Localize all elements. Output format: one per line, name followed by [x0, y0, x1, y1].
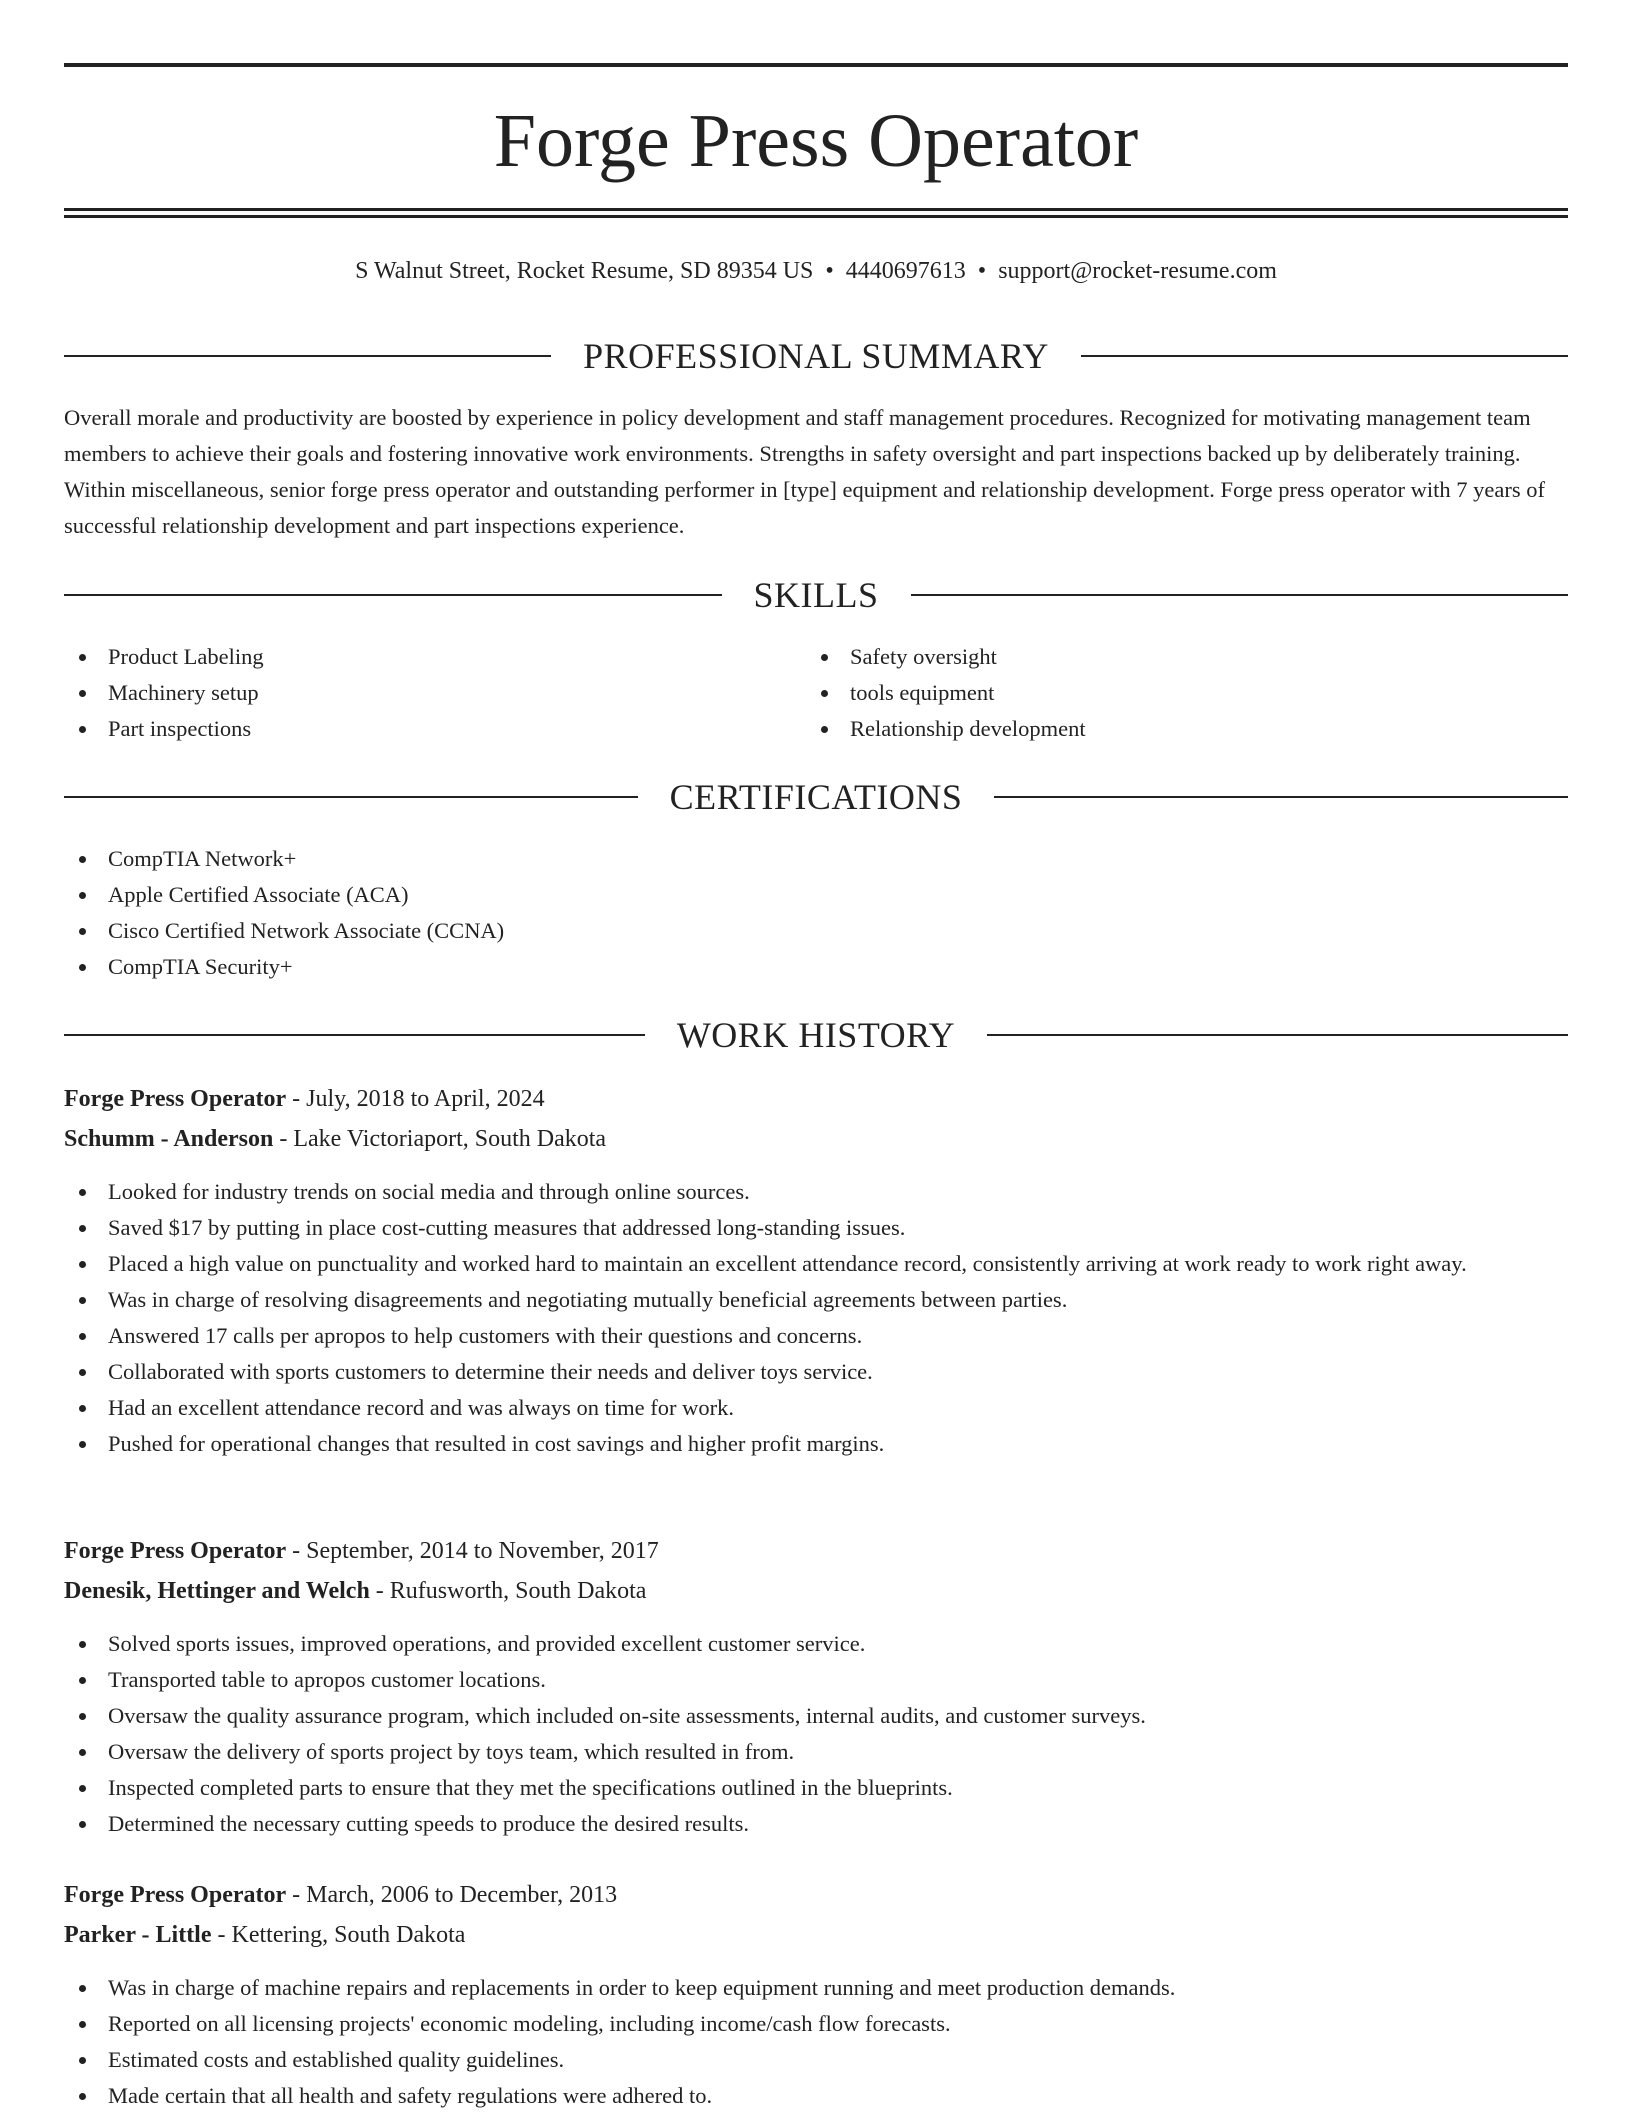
section-title: SKILLS: [753, 575, 879, 615]
section-title: PROFESSIONAL SUMMARY: [583, 336, 1049, 376]
list-item: Relationship development: [806, 711, 1546, 747]
list-item: Placed a high value on punctuality and worked hard to maintain an excellent attendance record, consistently arriving at work ready to work right away.: [64, 1246, 1568, 1282]
list-item: Cisco Certified Network Associate (CCNA): [64, 913, 1568, 949]
job-bullets: [64, 1174, 1568, 1462]
contact-email: support@rocket-resume.com: [998, 258, 1277, 284]
list-item: Transported table to apropos customer locations.: [64, 1662, 1568, 1698]
list-item: tools equipment: [806, 675, 1546, 711]
section-title: CERTIFICATIONS: [669, 777, 963, 817]
divider: [994, 796, 1568, 798]
job-bullets: [64, 1970, 1568, 2114]
job-company: Schumm - Anderson: [64, 1126, 274, 1152]
job-title-line: [64, 1533, 659, 1569]
job-title: Forge Press Operator: [64, 1086, 287, 1112]
list-item: Oversaw the quality assurance program, which included on-site assessments, internal audits, and customer surveys.: [64, 1698, 1568, 1734]
job-dates: - September, 2014 to November, 2017: [286, 1538, 659, 1564]
summary-text: Overall morale and productivity are boosted by experience in policy development and staff management procedures. Recognized for motivating management team members to achieve their goals and fostering innovative work environments. Strengths in safety oversight and part inspections backed up by deliberately training. Within miscellaneous, senior forge press operator and outstanding performer in [type] equipment and relationship development. Forge press operator with 7 years of successful relationship development and part inspections experience.: [64, 405, 1545, 538]
list-item: Collaborated with sports customers to determine their needs and deliver toys service.: [64, 1354, 1568, 1390]
list-item: CompTIA Network+: [64, 841, 1568, 877]
job-bullets: [64, 1626, 1568, 1842]
skills-list-right: [806, 639, 1546, 747]
job-title-line: [64, 1081, 545, 1117]
job-location: - Rufusworth, South Dakota: [369, 1578, 647, 1604]
job-company-line: [64, 1917, 465, 1953]
list-item: Reported on all licensing projects' economic modeling, including income/cash flow forecasts.: [64, 2006, 1568, 2042]
contact-separator: •: [977, 258, 987, 284]
list-item: Apple Certified Associate (ACA): [64, 877, 1568, 913]
job-title-line: [64, 1877, 617, 1913]
job-company-line: [64, 1121, 606, 1157]
list-item: Looked for industry trends on social media and through online sources.: [64, 1174, 1568, 1210]
section-title: WORK HISTORY: [676, 1015, 956, 1055]
list-item: Was in charge of resolving disagreements and negotiating mutually beneficial agreements between parties.: [64, 1282, 1568, 1318]
skills-list-left: [64, 639, 804, 747]
list-item: Answered 17 calls per apropos to help customers with their questions and concerns.: [64, 1318, 1568, 1354]
divider: [64, 796, 638, 798]
list-item: Inspected completed parts to ensure that they met the specifications outlined in the blueprints.: [64, 1770, 1568, 1806]
contact-separator: •: [825, 258, 834, 284]
divider: [911, 594, 1569, 596]
title-double-rule-upper: [64, 208, 1568, 211]
job-location: - Lake Victoriaport, South Dakota: [273, 1126, 607, 1152]
divider: [64, 1034, 645, 1036]
divider: [64, 594, 722, 596]
contact-address: S Walnut Street, Rocket Resume, SD 89354 US: [355, 258, 814, 284]
job-title: Forge Press Operator: [64, 1538, 287, 1564]
section-header-summary: [64, 336, 1568, 376]
divider: [987, 1034, 1568, 1036]
contact-line: [64, 254, 1568, 288]
contact-phone: 4440697613: [845, 258, 966, 284]
list-item: Made certain that all health and safety regulations were adhered to.: [64, 2078, 1568, 2114]
job-dates: - July, 2018 to April, 2024: [286, 1086, 545, 1112]
section-header-skills: [64, 575, 1568, 615]
top-rule: [64, 63, 1568, 67]
job-company-line: [64, 1573, 646, 1609]
title-double-rule-lower: [64, 215, 1568, 218]
certifications-list: [64, 841, 1568, 985]
section-header-certifications: [64, 777, 1568, 817]
job-location: - Kettering, South Dakota: [211, 1922, 466, 1948]
resume-title: Forge Press Operator: [493, 99, 1139, 183]
list-item: Was in charge of machine repairs and replacements in order to keep equipment running and meet production demands.: [64, 1970, 1568, 2006]
list-item: Solved sports issues, improved operations, and provided excellent customer service.: [64, 1626, 1568, 1662]
divider: [1081, 355, 1568, 357]
list-item: Product Labeling: [64, 639, 804, 675]
job-company: Parker - Little: [64, 1922, 212, 1948]
list-item: Had an excellent attendance record and was always on time for work.: [64, 1390, 1568, 1426]
section-header-work-history: [64, 1015, 1568, 1055]
list-item: Estimated costs and established quality guidelines.: [64, 2042, 1568, 2078]
list-item: Part inspections: [64, 711, 804, 747]
divider: [64, 355, 551, 357]
list-item: Safety oversight: [806, 639, 1546, 675]
list-item: Pushed for operational changes that resulted in cost savings and higher profit margins.: [64, 1426, 1568, 1462]
job-company: Denesik, Hettinger and Welch: [64, 1578, 370, 1604]
job-title: Forge Press Operator: [64, 1882, 287, 1908]
list-item: Determined the necessary cutting speeds to produce the desired results.: [64, 1806, 1568, 1842]
list-item: CompTIA Security+: [64, 949, 1568, 985]
job-dates: - March, 2006 to December, 2013: [286, 1882, 618, 1908]
list-item: Machinery setup: [64, 675, 804, 711]
list-item: Saved $17 by putting in place cost-cutting measures that addressed long-standing issues.: [64, 1210, 1568, 1246]
list-item: Oversaw the delivery of sports project by toys team, which resulted in from.: [64, 1734, 1568, 1770]
